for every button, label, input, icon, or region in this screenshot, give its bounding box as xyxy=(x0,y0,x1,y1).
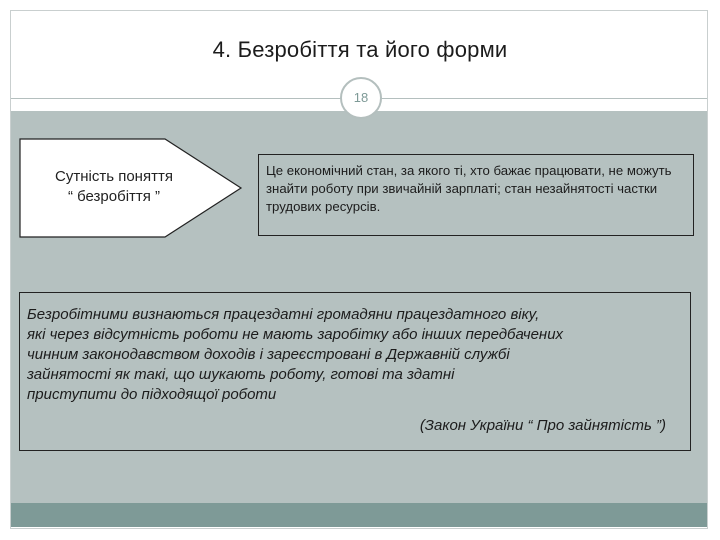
page-number-badge: 18 xyxy=(340,77,382,119)
law-quote-box xyxy=(19,292,691,451)
law-quote-text: Безробітними визнаються працездатні громадяни працездатного віку, які через відсутність роботи не мають заробітку або інших передбачених чинним законодавством доходів і зареєстровані в Державній службі зайнятості як такі, що шукають роботу, готові та здатні приступити до підходящої роботи xyxy=(27,306,564,403)
definition-box xyxy=(258,154,694,236)
concept-label: Сутність поняття “ безробіття ” xyxy=(55,168,173,205)
definition-text: Це економічний стан, за якого ті, хто бажає працювати, не можуть знайти роботу при звичайній зарплаті; стан незайнятості частки трудових ресурсів. xyxy=(266,163,672,214)
slide-title: 4. Безробіття та його форми xyxy=(212,37,508,62)
law-citation: (Закон України “ Про зайнятість ”) xyxy=(419,417,666,434)
footer-bar xyxy=(11,503,707,527)
